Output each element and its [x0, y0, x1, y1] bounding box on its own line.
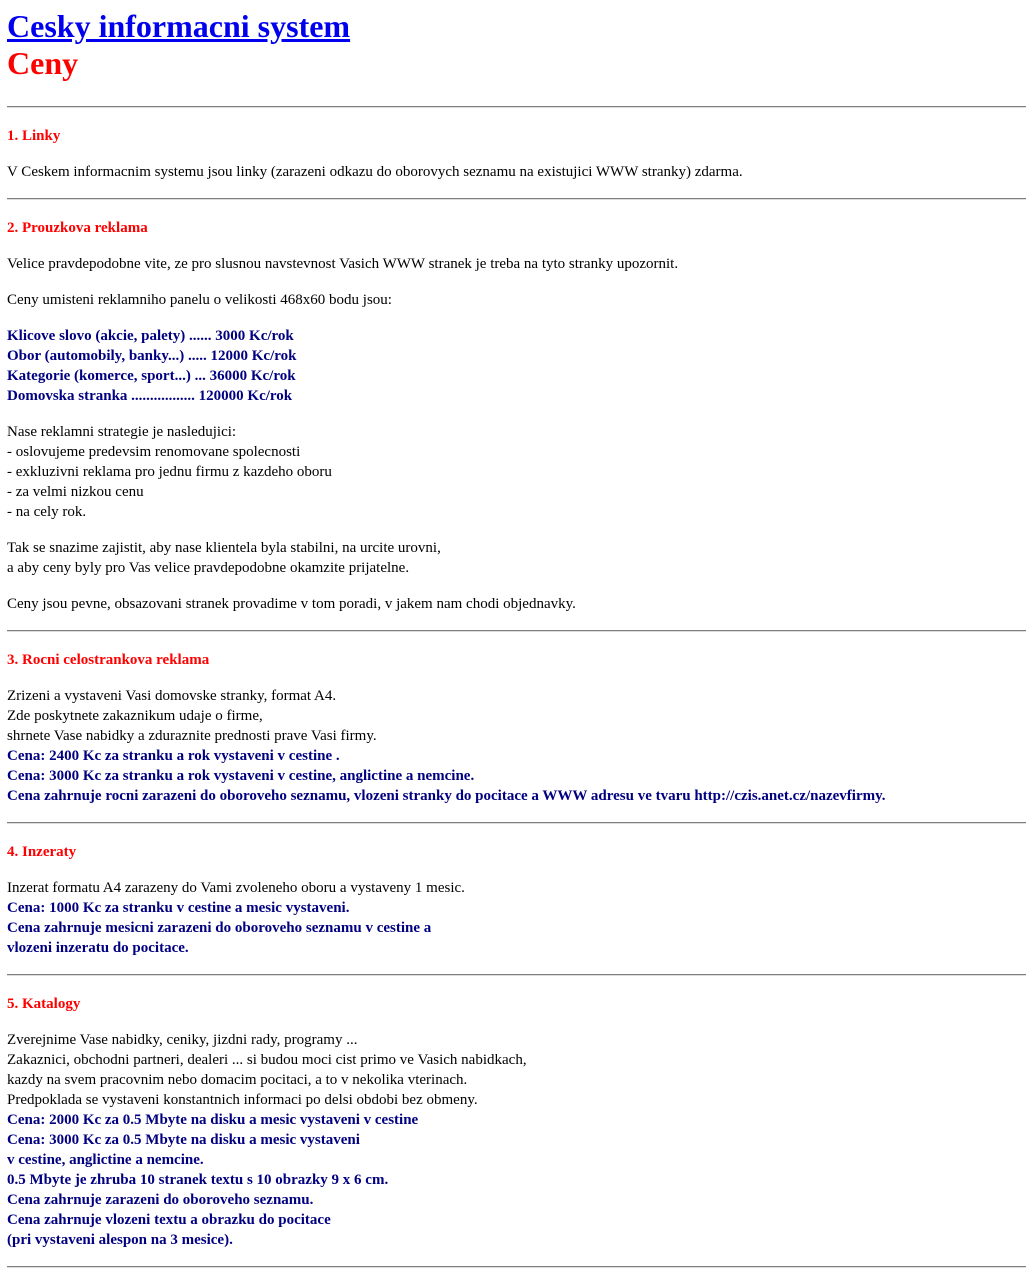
text-line: kazdy na svem pracovnim nebo domacim pocitaci, a to v nekolika vterinach. — [7, 1072, 468, 1088]
section-katalogy — [7, 994, 1026, 1250]
strategy-line: Nase reklamni strategie je nasledujici: — [7, 424, 237, 440]
section-title: 4. Inzeraty — [7, 844, 77, 860]
divider — [7, 630, 1026, 632]
price-line: Cena: 2400 Kc za stranku a rok vystaveni v cestine . — [7, 748, 340, 764]
prices-intro: Ceny umisteni reklamniho panelu o velikosti 468x60 bodu jsou: — [7, 292, 392, 308]
price-line: (pri vystaveni alespon na 3 mesice). — [7, 1232, 233, 1248]
divider — [7, 106, 1026, 108]
price-item: Domovska stranka ................. 120000 Kc/rok — [7, 388, 293, 404]
section-intro: Velice pravdepodobne vite, ze pro slusnou navstevnost Vasich WWW stranek je treba na tyto stranky upozornit. — [7, 256, 679, 272]
strategy-line: - za velmi nizkou cenu — [7, 484, 144, 500]
divider — [7, 198, 1026, 200]
text-line: Zverejnime Vase nabidky, ceniky, jizdni rady, programy ... — [7, 1032, 358, 1048]
section-title: 5. Katalogy — [7, 996, 81, 1012]
strategy-line: - na cely rok. — [7, 504, 87, 520]
strategy-list — [7, 422, 1026, 522]
section-title: 1. Linky — [7, 128, 61, 144]
divider — [7, 974, 1026, 976]
stability-line: a aby ceny byly pro Vas velice pravdepodobne okamzite prijatelne. — [7, 560, 410, 576]
text-line: Inzerat formatu A4 zarazeny do Vami zvoleneho oboru a vystaveny 1 mesic. — [7, 880, 465, 896]
price-line: Cena zahrnuje zarazeni do oboroveho seznamu. — [7, 1192, 314, 1208]
price-line: Cena: 3000 Kc za stranku a rok vystaveni v cestine, anglictine a nemcine. — [7, 768, 475, 784]
price-line: Cena zahrnuje rocni zarazeni do oboroveho seznamu, vlozeni stranky do pocitace a WWW adresu ve tvaru http://czis.anet.cz/nazevfirmy. — [7, 788, 886, 804]
price-item: Klicove slovo (akcie, palety) ...... 3000 Kc/rok — [7, 328, 294, 344]
price-list — [7, 326, 1026, 406]
price-line: 0.5 Mbyte je zhruba 10 stranek textu s 10 obrazky 9 x 6 cm. — [7, 1172, 389, 1188]
section-title: 3. Rocni celostrankova reklama — [7, 652, 210, 668]
closing-text: Ceny jsou pevne, obsazovani stranek provadime v tom poradi, v jakem nam chodi objednavky. — [7, 596, 576, 612]
section-text: V Ceskem informacnim systemu jsou linky (zarazeni odkazu do oborovych seznamu na existujici WWW stranky) zdarma. — [7, 164, 743, 180]
section-inzeraty — [7, 842, 1026, 958]
price-line: v cestine, anglictine a nemcine. — [7, 1152, 204, 1168]
strategy-line: - oslovujeme predevsim renomovane spolecnosti — [7, 444, 301, 460]
price-line: Cena: 2000 Kc za 0.5 Mbyte na disku a mesic vystaveni v cestine — [7, 1112, 419, 1128]
price-line: Cena: 3000 Kc za 0.5 Mbyte na disku a mesic vystaveni — [7, 1132, 360, 1148]
price-line: Cena: 1000 Kc za stranku v cestine a mesic vystaveni. — [7, 900, 350, 916]
text-line: Predpoklada se vystaveni konstantnich informaci po delsi obdobi bez obmeny. — [7, 1092, 478, 1108]
price-item: Obor (automobily, banky...) ..... 12000 Kc/rok — [7, 348, 297, 364]
text-line: shrnete Vase nabidky a zduraznite prednosti prave Vasi firmy. — [7, 728, 377, 744]
section-prouzkova-reklama — [7, 218, 1026, 614]
divider — [7, 822, 1026, 824]
section-body — [7, 878, 1026, 958]
stability-text — [7, 538, 1026, 578]
section-rocni-celostrankova-reklama — [7, 650, 1026, 806]
section-body — [7, 686, 1026, 806]
section-linky — [7, 126, 1026, 182]
text-line: Zakaznici, obchodni partneri, dealeri ... si budou moci cist primo ve Vasich nabidkach, — [7, 1052, 527, 1068]
price-line: Cena zahrnuje mesicni zarazeni do oboroveho seznamu v cestine a — [7, 920, 432, 936]
section-title: 2. Prouzkova reklama — [7, 220, 148, 236]
strategy-line: - exkluzivni reklama pro jednu firmu z kazdeho oboru — [7, 464, 332, 480]
text-line: Zrizeni a vystaveni Vasi domovske stranky, format A4. — [7, 688, 337, 704]
stability-line: Tak se snazime zajistit, aby nase klientela byla stabilni, na urcite urovni, — [7, 540, 441, 556]
text-line: Zde poskytnete zakaznikum udaje o firme, — [7, 708, 263, 724]
section-body — [7, 1030, 1026, 1250]
page-title: Ceny — [7, 45, 79, 81]
price-item: Kategorie (komerce, sport...) ... 36000 Kc/rok — [7, 368, 296, 384]
price-line: vlozeni inzeratu do pocitace. — [7, 940, 189, 956]
price-line: Cena zahrnuje vlozeni textu a obrazku do pocitace — [7, 1212, 331, 1228]
site-title-link[interactable]: Cesky informacni system — [7, 8, 351, 44]
